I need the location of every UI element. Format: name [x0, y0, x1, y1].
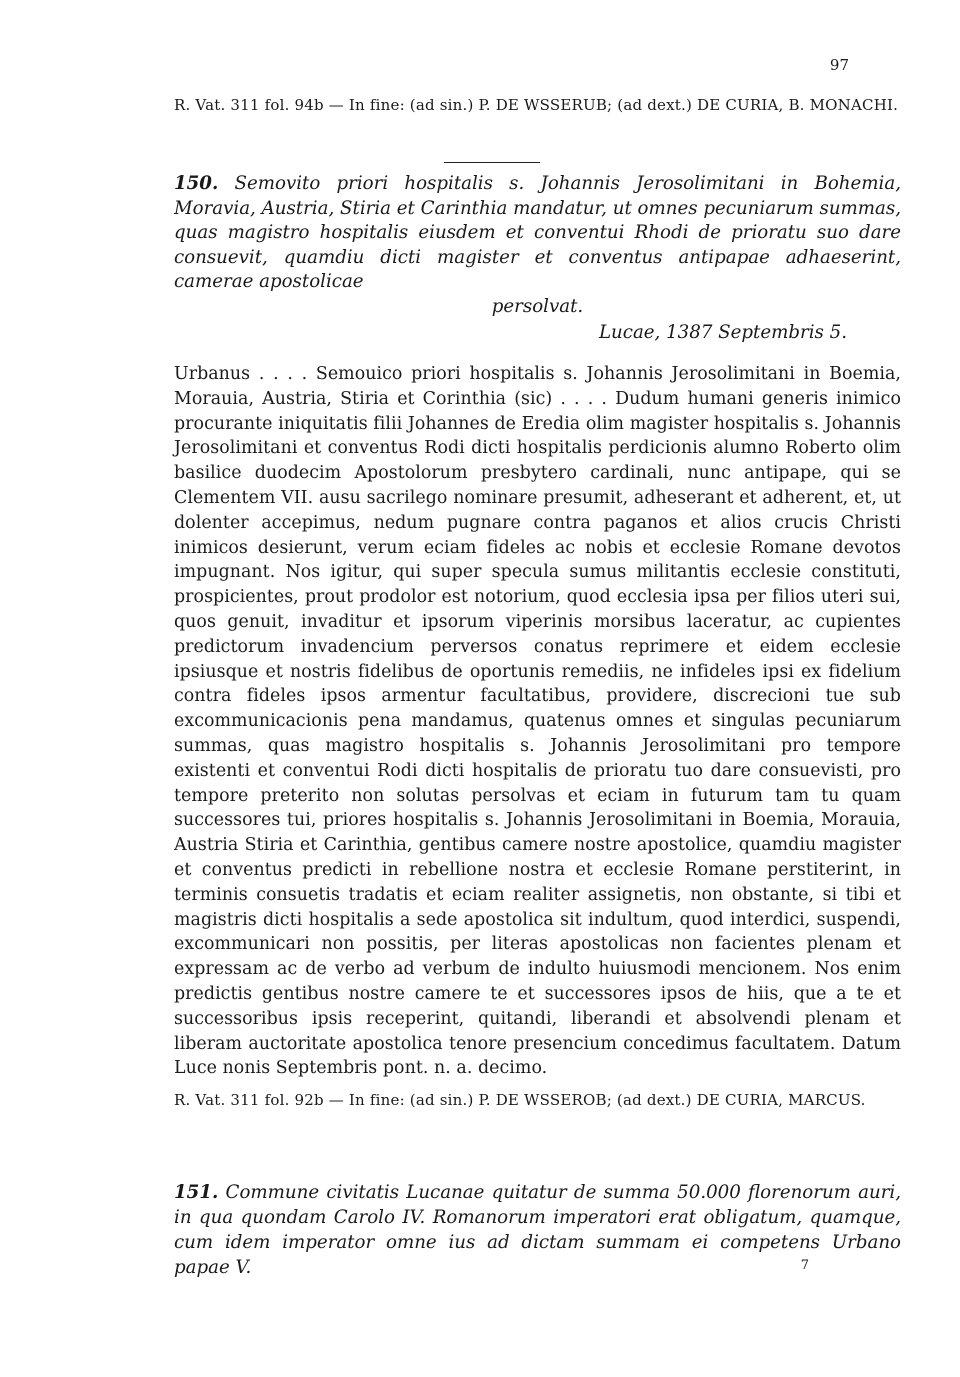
doc-151-heading-text: Commune civitatis Lucanae quitatur de summa 50.000 florenorum auri, in qua quondam Carolo IV. Romanorum imperatori erat obligatum, quamque, cum idem imperator omne ius ad dictam summam ei competens Urbano papae V. [174, 1182, 901, 1278]
doc-150-source-note: R. Vat. 311 fol. 92b — In fine: (ad sin.) P. DE WSSEROB; (ad dext.) DE CURIA, MARCUS. [174, 1091, 866, 1109]
doc-151-number: 151. [174, 1182, 219, 1203]
document-page [122, 0, 901, 1377]
signature-mark: 7 [800, 1258, 809, 1273]
doc-150-heading-text: Semovito priori hospitalis s. Johannis Jerosolimitani in Bohemia, Moravia, Austria, Stiria et Carinthia mandatur, ut omnes pecuniarum summas, quas magistro hospitalis eiusdem et conventui Rhodi de prioratu suo dare consuevit, quamdiu dicti magister et conventus antipapae adhaeserint, camerae apostolicae [174, 173, 901, 293]
doc-150-heading-last: persolvat. [491, 295, 584, 317]
section-divider [444, 162, 540, 163]
doc-151-heading [122, 1180, 901, 1280]
doc-150-heading [122, 172, 901, 320]
source-note-top: R. Vat. 311 fol. 94b — In fine: (ad sin.) P. DE WSSERUB; (ad dext.) DE CURIA, B. MONACHI. [174, 96, 899, 114]
doc-150-number: 150. [174, 173, 219, 194]
doc-150-body: Urbanus . . . . Semouico priori hospitalis s. Johannis Jerosolimitani in Boemia, Morauia, Austria, Stiria et Corinthia (sic) . . . . Dudum humani generis inimico procurante iniquitatis filii Johannes de Eredia olim magister hospitalis s. Johannis Jerosolimitani et conventus Rodi dicti hospitalis perdicionis alumno Roberto olim basilice duodecim Apostolorum presbytero cardinali, nunc antipape, qui se Clementem VII. ausu sacrilego nominare presumit, adheserant et adherent, et, ut dolenter accepimus, nedum pugnare contra paganos et alios crucis Christi inimicos desierunt, verum eciam fideles ac nobis et ecclesie Romane devotos impugnant. Nos igitur, qui super specula sumus militantis ecclesie constituti, prospicientes, prout prodolor est notorium, quod ecclesia ipsa per filios uteri sui, quos genuit, invaditur et ipsorum viperinis morsibus laceratur, ac cupientes predictorum invadencium perversos conatus reprimere et eidem ecclesie ipsiusque et nostris fidelibus de oportunis remediis, ne infideles ipsi ex fidelium contra fideles ipsos armentur facultatibus, providere, discrecioni tue sub excommunicacionis pena mandamus, quatenus omnes et singulas pecuniarum summas, quas magistro hospitalis s. Johannis Jerosolimitani pro tempore existenti et conventui Rodi dicti hospitalis de prioratu tuo dare consuevisti, pro tempore preterito non solutas persolvas et eciam in futurum tam tu quam successores tui, priores hospitalis s. Johannis Jerosolimitani in Boemia, Morauia, Austria Stiria et Carinthia, gentibus camere nostre apostolice, quamdiu magister et conventus predicti in rebellione nostra et ecclesie Romane perstiterint, in terminis consuetis tradatis et eciam realiter assignetis, non obstante, si tibi et magistris dicti hospitalis a sede apostolica sit indultum, quod interdici, suspendi, excommunicari non possitis, per literas apostolicas non facientes plenam et expressam ac de verbo ad verbum de indulto huiusmodi mencionem. Nos enim predictis gentibus nostre camere te et successores ipsos de hiis, que a te et successoribus ipsis receperint, quitandi, liberandi et absolvendi plenam et liberam auctoritate apostolica tenore presencium concedimus facultatem. Datum Luce nonis Septembris pont. n. a. decimo. [174, 364, 901, 1079]
doc-150-date: Lucae, 1387 Septembris 5. [598, 322, 847, 343]
page-number: 97 [829, 56, 849, 74]
